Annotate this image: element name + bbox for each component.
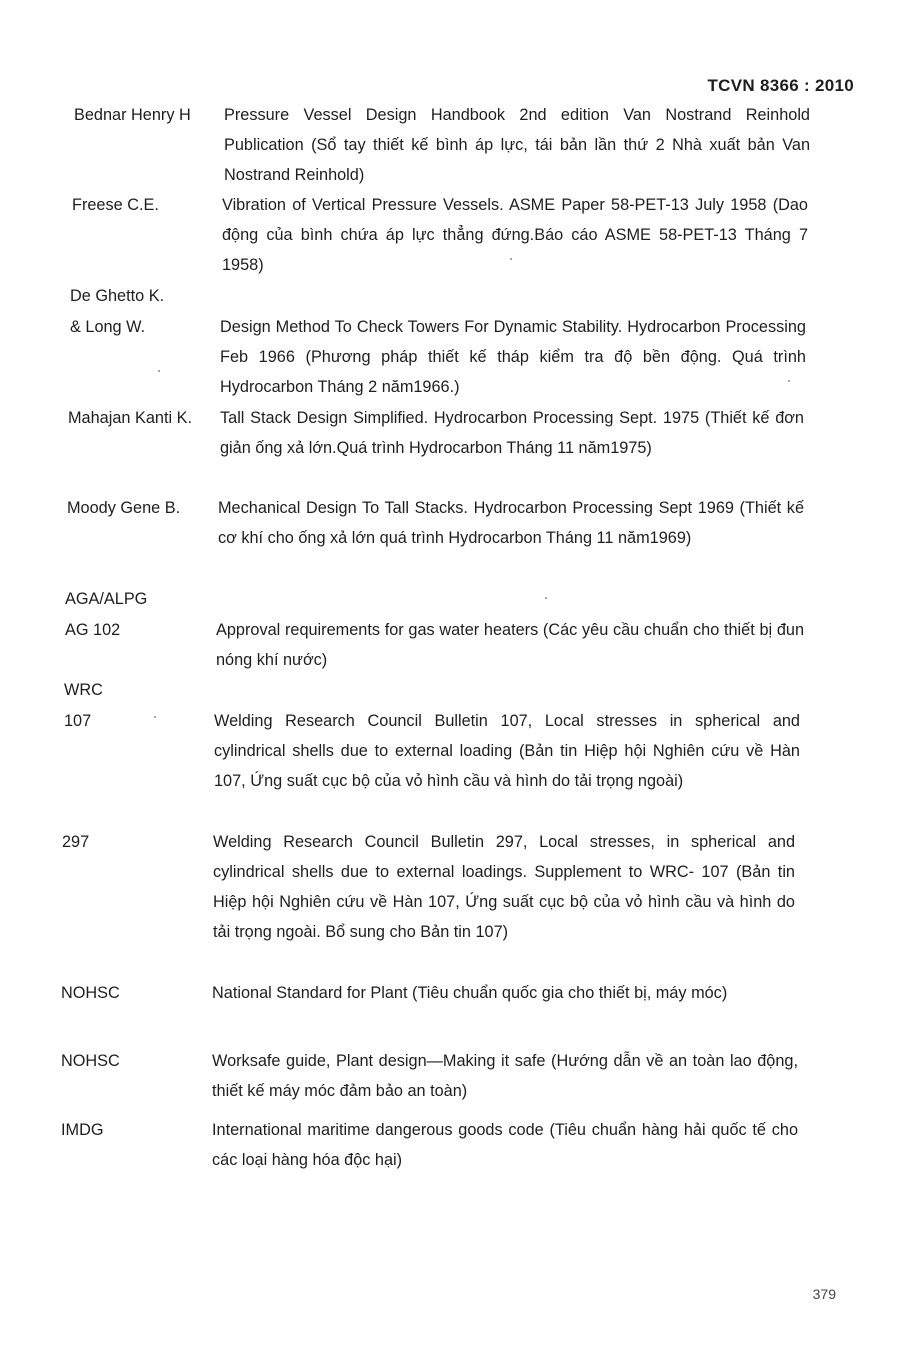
reference-author: & Long W. xyxy=(70,318,146,336)
reference-author: Bednar Henry H xyxy=(74,106,191,124)
reference-author: Freese C.E. xyxy=(72,196,159,214)
reference-description: Welding Research Council Bulletin 297, Local stresses, in spherical and cylindrical shells due to external loadings. Supplement to WRC- 107 (Bản tin Hiệp hội Nghiên cứu về Hàn 107, Ứng suất cục bộ của vỏ hình cầu và hình do tải trọng ngoài. Bổ sung cho Bản tin 107) xyxy=(213,833,795,941)
reference-description: Worksafe guide, Plant design—Making it safe (Hướng dẫn về an toàn lao động, thiết kế máy móc đảm bảo an toàn) xyxy=(212,1052,798,1100)
reference-description: National Standard for Plant (Tiêu chuẩn quốc gia cho thiết bị, máy móc) xyxy=(212,984,728,1002)
scan-speck xyxy=(545,597,547,599)
scan-speck xyxy=(154,716,156,718)
reference-code: NOHSC xyxy=(61,1052,120,1070)
reference-description: Approval requirements for gas water heaters (Các yêu cầu chuẩn cho thiết bị đun nóng khí nước) xyxy=(216,621,804,669)
reference-description: Pressure Vessel Design Handbook 2nd edition Van Nostrand Reinhold Publication (Sổ tay thiết kế bình áp lực, tái bản lần thứ 2 Nhà xuất bản Van Nostrand Reinhold) xyxy=(224,106,810,184)
reference-code: IMDG xyxy=(61,1121,104,1139)
reference-description: Vibration of Vertical Pressure Vessels. ASME Paper 58-PET-13 July 1958 (Dao động của bình chứa áp lực thẳng đứng.Báo cáo ASME 58-PET-13 Tháng 7 1958) xyxy=(222,196,808,274)
scan-speck xyxy=(510,258,512,260)
page-number: 379 xyxy=(812,1286,836,1302)
reference-author: Mahajan Kanti K. xyxy=(68,409,192,427)
reference-author: De Ghetto K. xyxy=(70,287,165,305)
reference-description: Tall Stack Design Simplified. Hydrocarbon Processing Sept. 1975 (Thiết kế đơn giản ống xả lớn.Quá trình Hydrocarbon Tháng 11 năm1975) xyxy=(220,409,804,457)
reference-description: Welding Research Council Bulletin 107, Local stresses in spherical and cylindrical shells due to external loading (Bản tin Hiệp hội Nghiên cứu về Hàn 107, Ứng suất cục bộ của vỏ hình cầu và hình do tải trọng ngoài) xyxy=(214,712,800,790)
reference-description: Mechanical Design To Tall Stacks. Hydrocarbon Processing Sept 1969 (Thiết kế cơ khí cho ống xả lớn quá trình Hydrocarbon Tháng 11 năm1969) xyxy=(218,499,804,547)
reference-author: Moody Gene B. xyxy=(67,499,181,517)
reference-description: International maritime dangerous goods code (Tiêu chuẩn hàng hải quốc tế cho các loại hàng hóa độc hại) xyxy=(212,1121,798,1169)
reference-description: Design Method To Check Towers For Dynamic Stability. Hydrocarbon Processing Feb 1966 (Phương pháp thiết kế tháp kiểm tra độ bền động. Quá trình Hydrocarbon Tháng 2 năm1966.) xyxy=(220,318,806,396)
reference-code: AG 102 xyxy=(65,621,121,639)
reference-code: 107 xyxy=(64,712,92,730)
reference-code: NOHSC xyxy=(61,984,120,1002)
document-header: TCVN 8366 : 2010 xyxy=(707,76,854,95)
reference-code: 297 xyxy=(62,833,90,851)
scan-speck xyxy=(788,380,790,382)
scan-speck xyxy=(158,370,160,372)
reference-section: WRC xyxy=(64,681,103,699)
reference-section: AGA/ALPG xyxy=(65,590,148,608)
